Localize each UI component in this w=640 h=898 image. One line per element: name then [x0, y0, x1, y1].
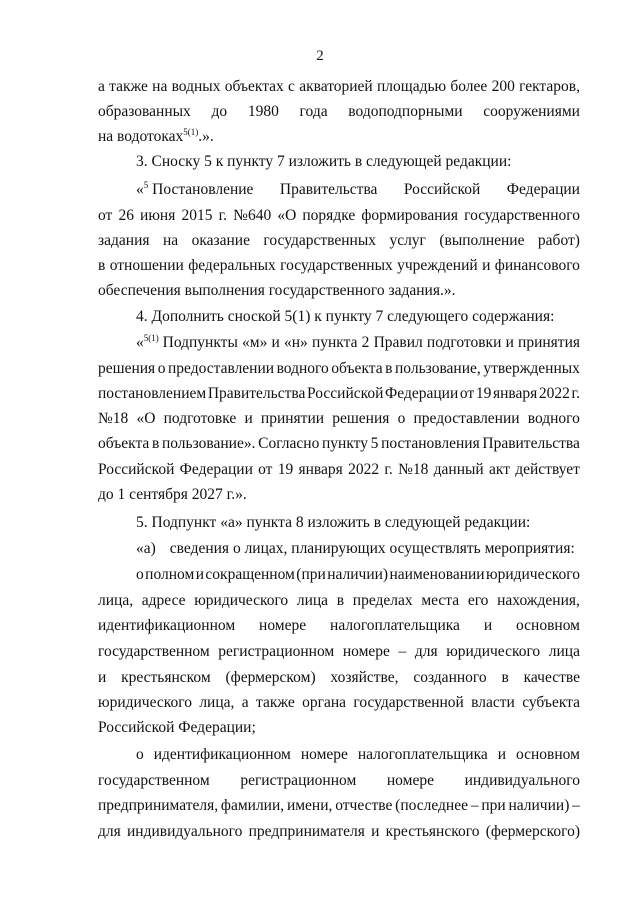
word: полном [145, 566, 195, 583]
word: крестьянского [385, 823, 480, 840]
word: акт [488, 461, 510, 478]
word: января [298, 461, 343, 478]
word: принятия [518, 334, 580, 351]
paragraph-item-3: 3. Сноску 5 к пункту 7 изложить в следующей редакции: [136, 153, 512, 170]
text-line [98, 407, 580, 431]
word: регистрационном [240, 772, 357, 789]
word: о [397, 410, 406, 427]
word: нахождения, [497, 592, 580, 609]
word: Правительства [482, 435, 580, 452]
text-line [98, 666, 580, 690]
word: наименовании [389, 566, 485, 583]
word: на [152, 78, 168, 95]
word: и [482, 257, 491, 274]
word: (при [296, 566, 326, 583]
word: в [385, 360, 393, 377]
text-line [98, 769, 580, 793]
text-line [136, 331, 580, 355]
text-line [98, 794, 580, 818]
word: г. [218, 207, 228, 224]
word: номере [342, 643, 390, 660]
word: до [211, 103, 228, 120]
word: 200 [491, 78, 515, 95]
word: 19 [475, 385, 492, 402]
word: лица [548, 643, 580, 660]
word: 2022 [348, 461, 380, 478]
footnote-mark: 5 [143, 179, 149, 190]
word: действует [515, 461, 580, 478]
word: и [483, 617, 493, 634]
word: 1980 [247, 103, 279, 120]
text-line [98, 589, 580, 613]
word: (фермерском) [225, 669, 316, 686]
word: лица, [199, 694, 235, 711]
word: подготовки [426, 334, 502, 351]
word: от [98, 207, 113, 224]
word: предпринимателя [248, 823, 365, 840]
text-line: на водотоках$^{5(1)}$.». [98, 126, 214, 145]
word: г. [384, 461, 393, 478]
text-line [98, 691, 580, 715]
word: номере [386, 772, 434, 789]
word: решения [332, 410, 390, 427]
word: работ) [537, 232, 580, 249]
word: июня [140, 207, 176, 224]
text-line [98, 254, 580, 278]
word: крестьянском [121, 669, 211, 686]
word: решения [98, 360, 156, 377]
word: утвержденных [483, 360, 580, 377]
word: предпринимателя, [98, 797, 219, 814]
word: органа [302, 694, 347, 711]
word: идентификационном [153, 746, 291, 763]
text-line [98, 204, 580, 228]
word: гектаров, [519, 78, 580, 95]
word: – [470, 797, 479, 814]
word: адресе [141, 592, 186, 609]
word: государственном [98, 643, 210, 660]
word: Российской [403, 181, 481, 198]
text-line: Российской Федерации; [98, 719, 256, 736]
text-line [98, 382, 580, 406]
word: юридического [194, 592, 289, 609]
word: финансового [494, 257, 580, 274]
word: акваторией [299, 78, 373, 95]
text-line [98, 432, 580, 456]
paragraph-item-5: 5. Подпункт «а» пункта 8 изложить в следующей редакции: [136, 514, 531, 531]
word: №18 [398, 461, 429, 478]
word: Федерации [179, 461, 253, 478]
word: от [258, 461, 273, 478]
text-line [98, 458, 580, 482]
word: 26 [118, 207, 134, 224]
word: Федерации [506, 181, 580, 198]
word: номере [259, 617, 307, 634]
word: №640 [233, 207, 272, 224]
word: пользование». [161, 435, 256, 452]
word: г. [571, 385, 580, 402]
text-line [98, 614, 580, 638]
word: отношении [109, 257, 184, 274]
text-line: обеспечения выполнения государственного задания.». [98, 282, 456, 299]
word: государственного [464, 207, 580, 224]
word: «н» [284, 334, 308, 351]
word: налогоплательщика [357, 746, 488, 763]
word: в [336, 592, 345, 609]
word: 2 [361, 334, 370, 351]
word: января [492, 385, 538, 402]
word: и [244, 410, 253, 427]
word: юридического [98, 694, 192, 711]
word: – [572, 797, 580, 814]
word: объектах [224, 78, 284, 95]
word: более [450, 78, 488, 95]
text-line [98, 100, 580, 124]
word: водного [276, 360, 329, 377]
text-line [98, 640, 580, 664]
word: лица [296, 592, 329, 609]
word: Российской [98, 461, 175, 478]
word: (фермерского) [485, 823, 580, 840]
word: также [109, 78, 148, 95]
footnote-mark: 5(1) [143, 332, 159, 343]
word: «О [277, 207, 297, 224]
word: и [505, 334, 514, 351]
word: и [195, 566, 204, 583]
word: оказание [191, 232, 250, 249]
word: основном [516, 617, 580, 634]
word: индивидуального [127, 823, 243, 840]
word: «$^5$ Постановление [136, 179, 254, 198]
word: 2022 [538, 385, 570, 402]
text-line: до 1 сентября 2027 г.». [98, 486, 247, 503]
word: «$^{5(1)}$ Подпункты [136, 332, 238, 351]
word: при [481, 797, 506, 814]
word: водных [171, 78, 221, 95]
text-line [98, 820, 580, 844]
word: и [271, 334, 280, 351]
text-line [136, 743, 580, 767]
word: государственном [98, 772, 210, 789]
word: Согласно [258, 435, 320, 452]
word: предоставлении [167, 360, 275, 377]
word: о [157, 360, 166, 377]
word: объекта [98, 435, 150, 452]
word: водного [527, 410, 580, 427]
word: данный [433, 461, 484, 478]
word: (выполнение [439, 232, 525, 249]
page-number: 2 [316, 48, 324, 64]
word: подготовке [163, 410, 237, 427]
word: образованных [98, 103, 191, 120]
word: и [371, 823, 380, 840]
text-line [98, 229, 580, 253]
word: порядке [302, 207, 356, 224]
word: сокращенном [205, 566, 295, 583]
word: пользование, [395, 360, 481, 377]
word: постановлением [98, 385, 207, 402]
word: Правил [373, 334, 423, 351]
word: субъекта [522, 694, 580, 711]
word: 5 [370, 435, 379, 452]
word: Правительства [207, 385, 306, 402]
word: Правительства [279, 181, 378, 198]
word: основном [516, 746, 580, 763]
word: «О [136, 410, 156, 427]
subparagraph-a: «а) сведения о лицах, планирующих осуществлять мероприятия: [136, 540, 575, 557]
footnote-ref: 5(1) [183, 126, 199, 137]
word: пункта [311, 334, 358, 351]
word: индивидуального [464, 772, 580, 789]
word: для [414, 643, 438, 660]
word: хозяйстве, [330, 669, 399, 686]
text-line [136, 563, 580, 587]
word: учреждений [397, 257, 478, 274]
word: лица, [98, 592, 134, 609]
word: государственной [353, 694, 464, 711]
word: места [421, 592, 460, 609]
word: (последнее [395, 797, 468, 814]
word: а [98, 78, 105, 95]
word: от [459, 385, 475, 402]
word: номере [300, 746, 348, 763]
word: 19 [277, 461, 294, 478]
word: для [98, 823, 121, 840]
word: пункту [322, 435, 368, 452]
word: также [255, 694, 295, 711]
word: власти [471, 694, 515, 711]
word: года [299, 103, 328, 120]
word: наличии) [327, 566, 389, 583]
word: с [288, 78, 295, 95]
word: на [162, 232, 179, 249]
word: идентификационном [98, 617, 236, 634]
word: «м» [242, 334, 268, 351]
word: и [497, 746, 507, 763]
word: водоподпорными [348, 103, 463, 120]
paragraph-item-4: 4. Дополнить сноской 5(1) к пункту 7 следующего содержания: [136, 308, 555, 325]
word: 2015 [181, 207, 213, 224]
word: в [98, 257, 106, 274]
word: качестве [523, 669, 580, 686]
word: государственных [263, 232, 376, 249]
word: принятии [260, 410, 325, 427]
word: налогоплательщика [330, 617, 460, 634]
word: юридического [446, 643, 541, 660]
word: задания [98, 232, 150, 249]
text-line [136, 178, 580, 202]
word: в [151, 435, 160, 452]
word: о [136, 746, 144, 763]
word: юридического [486, 566, 580, 583]
word: его [467, 592, 489, 609]
word: формирования [361, 207, 458, 224]
word: отчестве [335, 797, 393, 814]
word: регистрационном [218, 643, 335, 660]
word: о [136, 566, 144, 583]
word: пределах [352, 592, 413, 609]
text-line [98, 75, 580, 99]
word: Федерации [385, 385, 459, 402]
word: сооружениями [483, 103, 580, 120]
word: и [98, 669, 107, 686]
word: имени, [286, 797, 333, 814]
word: – [398, 643, 407, 660]
word: объекта [331, 360, 383, 377]
word: фамилии, [220, 797, 285, 814]
word: Российской [307, 385, 384, 402]
word: наличии) [508, 797, 570, 814]
word: предоставлении [413, 410, 520, 427]
word: услуг [389, 232, 426, 249]
word: федеральных [188, 257, 276, 274]
word: в [501, 669, 509, 686]
word: площадью [376, 78, 447, 95]
word: а [241, 694, 249, 711]
word: постановления [381, 435, 480, 452]
word: №18 [98, 410, 129, 427]
text-line [98, 357, 580, 381]
word: государственных [280, 257, 393, 274]
word: созданного [413, 669, 487, 686]
